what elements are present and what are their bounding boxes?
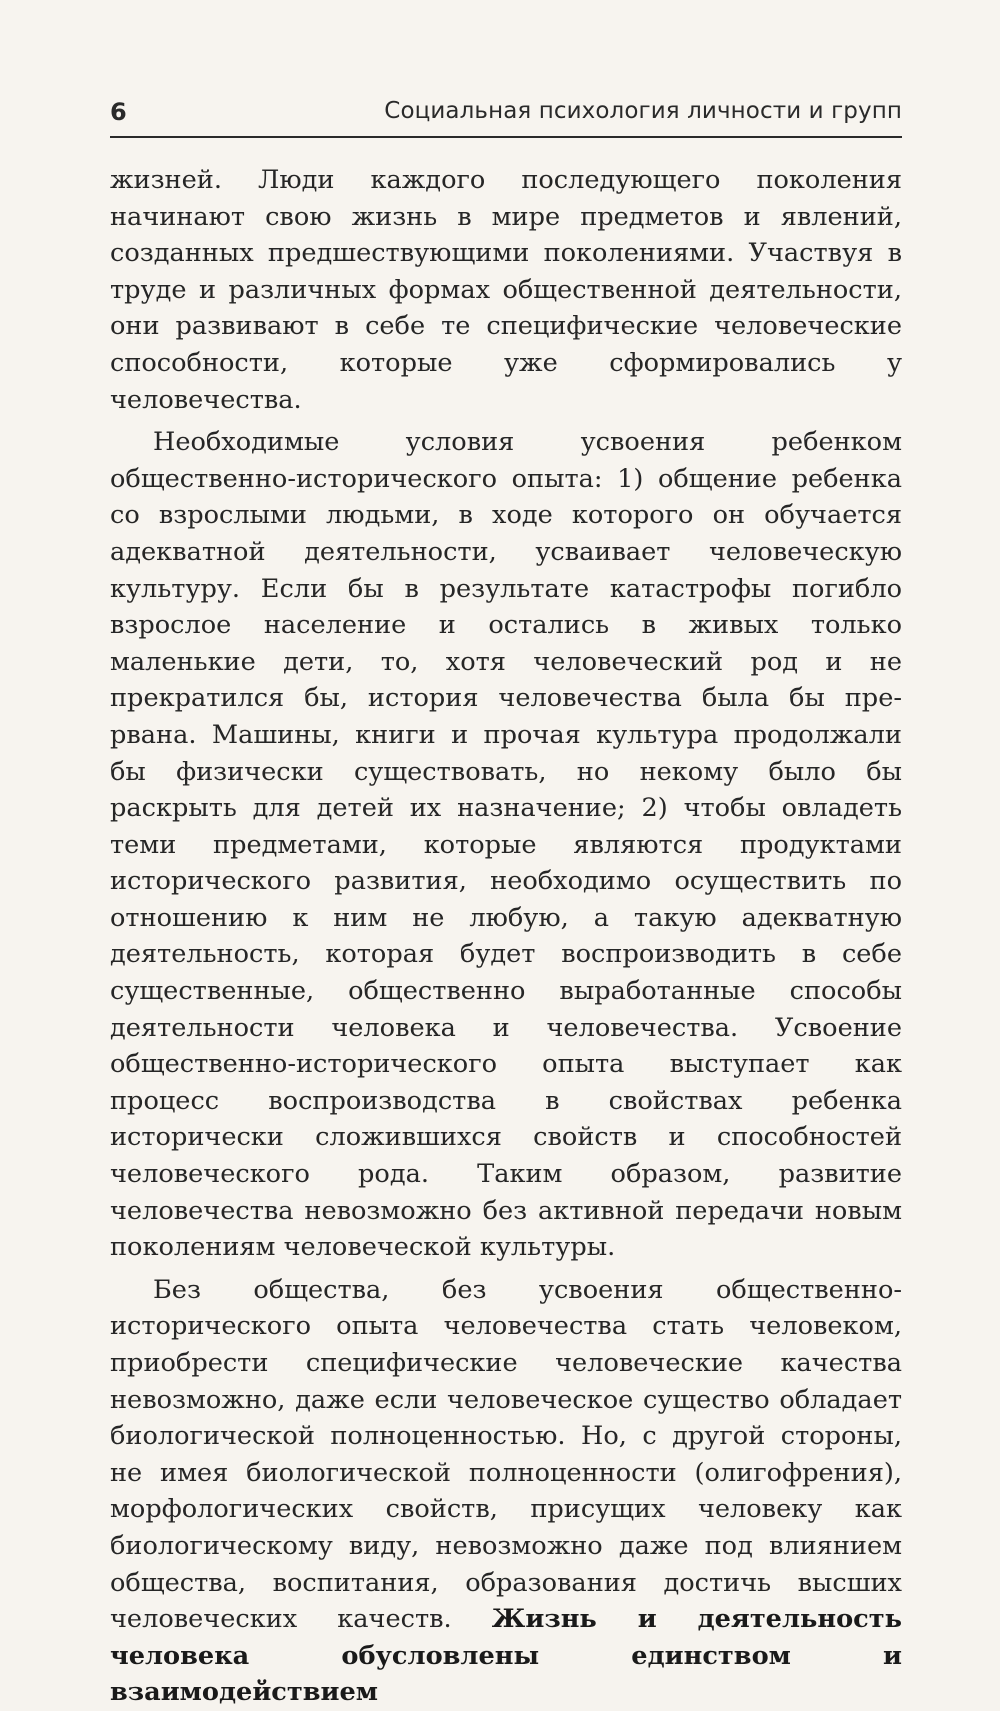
- paragraph-2: Необходимые условия усвоения ребенком общественно-исторического опыта: 1) общение ребенка со взрослыми людьми, в ходе которого он обучается адекватной деятельности, усваивает человеческую культуру. Если бы в результате катастрофы погибло взрослое население и остались в живых только маленькие дети, то, хотя человеческий род и не прекратился бы, история человечества была бы прервана. Машины, книги и прочая культура продолжали бы физически существовать, но некому было бы раскрыть для детей их назначение; 2) чтобы овладеть теми предметами, которые являются продуктами исторического развития, необходимо осуществить по отношению к ним не любую, а такую адекватную деятельность, которая будет воспроизводить в себе существенные, общественно выработанные способы деятельности человека и человечества. Усвоение общественно-исторического опыта выступает как процесс воспроизводства в свойствах ребенка исторически сложившихся свойств и способностей человеческого рода. Таким образом, развитие человечества невозможно без активной передачи новым поколениям человеческой культуры.: [110, 427, 902, 1263]
- running-title: Социальная психология личности и групп: [384, 98, 902, 124]
- page-header: [110, 96, 902, 138]
- paragraph-3-text: Без общества, без усвоения общественно-исторического опыта человечества стать человеком, приобрести специфические человеческие качества невозможно, даже если человеческое существо обладает биологической полноценностью. Но, с другой стороны, не имея биологической полноценности (олигофрения), морфологических свойств, присущих человеку как биологическому виду, невозможно даже под влиянием общества, воспитания, образования достичь высших человеческих качеств.: [110, 1274, 902, 1635]
- page-number: 6: [110, 98, 127, 126]
- paragraph-1: жизней. Люди каждого последующего поколения начинают свою жизнь в мире предметов и явлений, созданных предшествующими поколениями. Участвуя в труде и различных формах общественной деятельности, они развивают в себе те специфические человеческие способности, которые уже сформировались у человечества.: [110, 165, 902, 415]
- body-text: [110, 162, 902, 1711]
- paragraph-3: [110, 1272, 902, 1711]
- paragraph-3-bold-text: Жизнь и деятельность человека обусловлены единством и взаимодействием: [110, 1604, 902, 1708]
